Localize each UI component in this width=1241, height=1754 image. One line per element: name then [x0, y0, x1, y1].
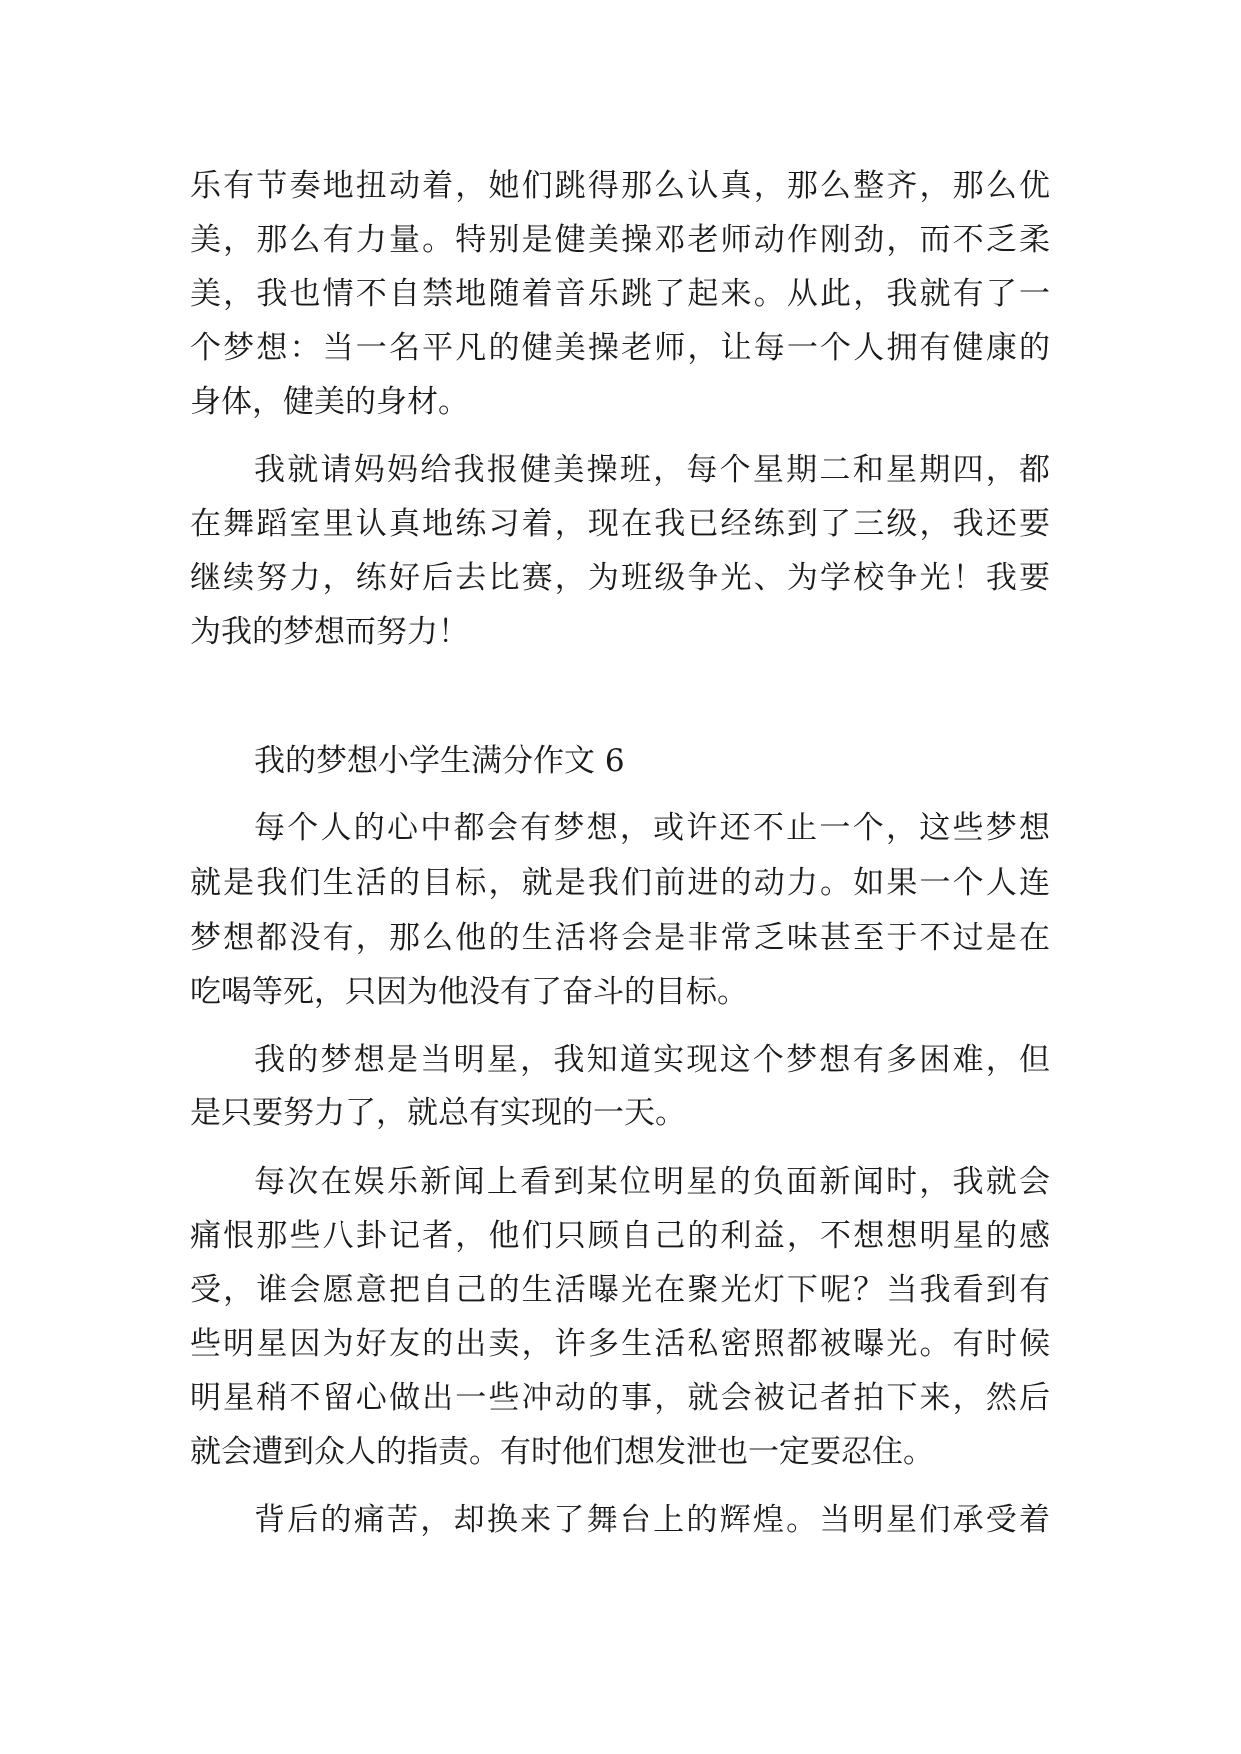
paragraph-line: 我的梦想是当明星，我知道实现这个梦想有多困难，但: [254, 1042, 1050, 1078]
paragraph-line: 乐有节奏地扭动着，她们跳得那么认真，那么整齐，那么优: [190, 168, 1050, 204]
paragraph-line: 在舞蹈室里认真地练习着，现在我已经练到了三级，我还要: [190, 506, 1050, 542]
paragraph-line: 我就请妈妈给我报健美操班，每个星期二和星期四，都: [254, 452, 1050, 488]
paragraph-line: 明星稍不留心做出一些冲动的事，就会被记者拍下来，然后: [190, 1380, 1050, 1416]
paragraph-line: 就会遭到众人的指责。有时他们想发泄也一定要忍住。: [190, 1434, 934, 1470]
paragraph-line: 痛恨那些八卦记者，他们只顾自己的利益，不想想明星的感: [190, 1218, 1050, 1254]
paragraph-line: 每次在娱乐新闻上看到某位明星的负面新闻时，我就会: [254, 1164, 1050, 1200]
paragraph-line: 继续努力，练好后去比赛，为班级争光、为学校争光！我要: [190, 560, 1050, 596]
paragraph-line: 些明星因为好友的出卖，许多生活私密照都被曝光。有时候: [190, 1326, 1050, 1362]
paragraph-line: 是只要努力了，就总有实现的一天。: [190, 1095, 686, 1131]
section-heading: 我的梦想小学生满分作文 6: [254, 743, 625, 779]
paragraph-line: 每个人的心中都会有梦想，或许还不止一个，这些梦想: [254, 810, 1050, 846]
paragraph-line: 为我的梦想而努力！: [190, 614, 469, 650]
paragraph-line: 受，谁会愿意把自己的生活曝光在聚光灯下呢？当我看到有: [190, 1272, 1050, 1308]
paragraph-line: 个梦想：当一名平凡的健美操老师，让每一个人拥有健康的: [190, 330, 1050, 366]
paragraph-line: 美，那么有力量。特别是健美操邓老师动作刚劲，而不乏柔: [190, 222, 1050, 258]
paragraph-line: 美，我也情不自禁地随着音乐跳了起来。从此，我就有了一: [190, 276, 1050, 312]
paragraph-line: 吃喝等死，只因为他没有了奋斗的目标。: [190, 974, 748, 1010]
paragraph-line: 就是我们生活的目标，就是我们前进的动力。如果一个人连: [190, 865, 1050, 901]
paragraph-line: 梦想都没有，那么他的生活将会是非常乏味甚至于不过是在: [190, 920, 1050, 956]
paragraph-line: 背后的痛苦，却换来了舞台上的辉煌。当明星们承受着: [254, 1502, 1050, 1538]
paragraph-line: 身体，健美的身材。: [190, 384, 469, 420]
